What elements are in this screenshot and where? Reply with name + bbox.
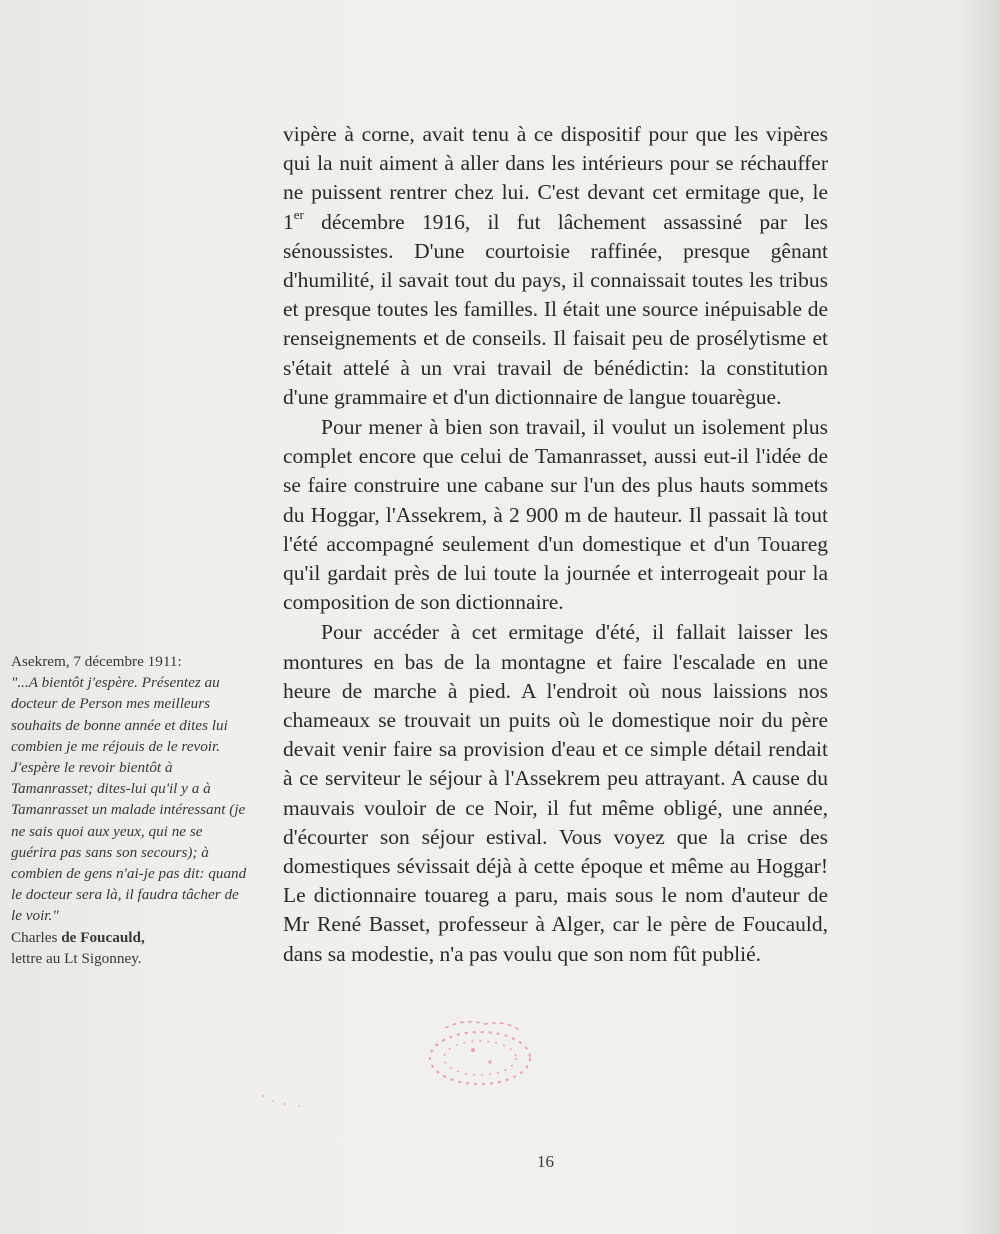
ink-speck-icon: [255, 1088, 315, 1113]
paragraph-2: Pour mener à bien son travail, il voulut un isolement plus complet encore que celui de Tamanrasset, aussi eut-il l'idée de se faire construire une cabane sur l'un des plus hauts sommets du Hoggar, l'Assekrem, à 2 900 m de hauteur. Il passait là tout l'été accompagné seulement d'un domestique et d'un Touareg qu'il gardait près de lui toute la journée et interrogeait pour la composition de son dictionnaire.: [283, 415, 828, 615]
margin-quote-text: "...A bientôt j'espère. Présentez au docteur de Person mes meilleurs souhaits de bonne année et dites lui combien je me réjouis de le revoir. J'espère le revoir bientôt à Tamanrasset; dites-lui qu'il y a à Tamanrasset un malade intéressant (je ne sais quoi aux yeux, qui ne se guérira pas sans son secours); à combien de gens n'ai-je pas dit: quand le docteur sera là, il faudra tâcher de le voir.": [11, 674, 247, 925]
library-stamp-icon: [415, 1010, 545, 1090]
ordinal-superscript: er: [293, 207, 304, 223]
main-text-column: [283, 120, 828, 969]
margin-quote-signature: [11, 927, 249, 948]
paragraph-1-text-a: vipère à corne, avait tenu à ce dispositif pour que les vipères qui la nuit aiment à aller dans les intérieurs pour se réchauffer ne puissent rentrer chez lui. C'est devant cet ermitage que, le 1: [283, 122, 828, 234]
margin-quote-heading: Asekrem, 7 décembre 1911:: [11, 653, 182, 670]
signature-surname: de Foucauld,: [61, 928, 145, 946]
margin-quote: [11, 651, 249, 969]
page-number: 16: [537, 1152, 554, 1171]
paragraph-1: [283, 120, 828, 412]
signature-first-name: Charles: [11, 928, 62, 946]
paragraph-3: Pour accéder à cet ermitage d'été, il fallait laisser les montures en bas de la montagne et faire l'escalade en une heure de marche à pied. A l'endroit où nous laissions nos chameaux se trouvait un puits où le domestique noir du père devait venir faire sa provision d'eau et ce simple détail rendait à ce serviteur le séjour à l'Assekrem peu attrayant. A cause du mauvais vouloir de ce Noir, il fut même obligé, une année, d'écourter son séjour estival. Vous voyez que la crise des domestiques sévissait déjà à cette époque et même au Hoggar! Le dictionnaire touareg a paru, mais sous le nom d'auteur de Mr René Basset, professeur à Alger, car le père de Foucauld, dans sa modestie, n'a pas voulu que son nom fût publié.: [283, 620, 828, 966]
paragraph-1-text-b: décembre 1916, il fut lâchement assassiné par les sénoussistes. D'une courtoisie raffinée, presque gênant d'humilité, il savait tout du pays, il connaissait toutes les tribus et presque toutes les familles. Il était une source inépuisable de renseignements et de conseils. Il faisait peu de prosélytisme et s'était attelé à un vrai travail de bénédictin: la constitution d'une grammaire et d'un dictionnaire de langue touarègue.: [283, 209, 828, 409]
margin-quote-source: lettre au Lt Sigonney.: [11, 949, 142, 967]
